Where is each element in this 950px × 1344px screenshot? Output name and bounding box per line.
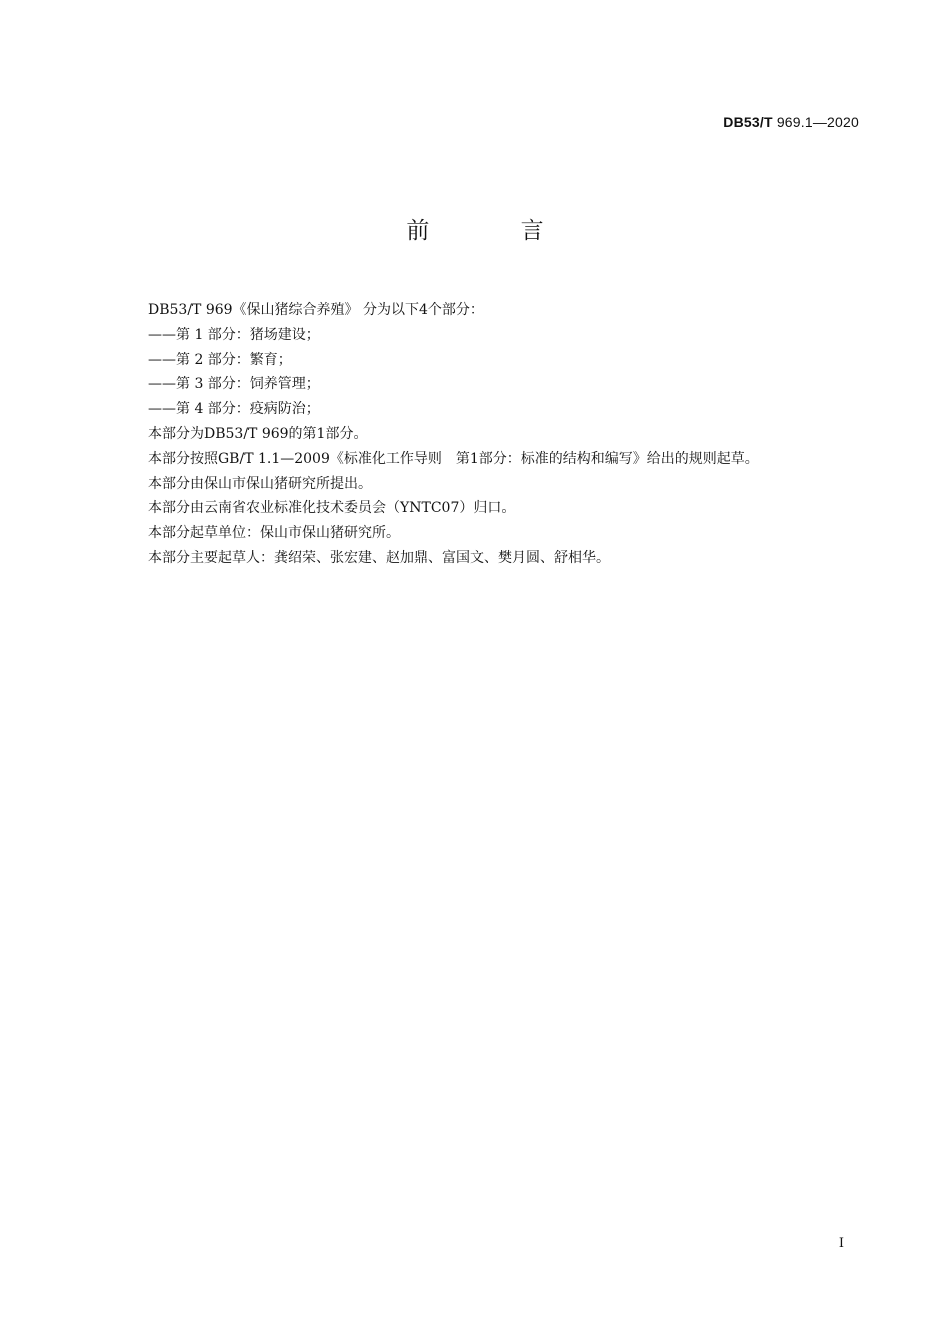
foreword-line-part-3: ——第 3 部分：饲养管理； bbox=[148, 376, 320, 393]
foreword-line-part-2: ——第 2 部分：繁育； bbox=[148, 351, 292, 368]
foreword-line-part-1: ——第 1 部分：猪场建设； bbox=[148, 326, 320, 343]
standard-code-prefix: DB53/T bbox=[723, 114, 773, 130]
foreword-line-centralized-by: 本部分由云南省农业标准化技术委员会（YNTC07）归口。 bbox=[148, 500, 516, 517]
foreword-line-proposed-by: 本部分由保山市保山猪研究所提出。 bbox=[148, 475, 372, 492]
standard-code bbox=[723, 114, 859, 130]
foreword-line-drafters: 本部分主要起草人：龚绍荣、张宏建、赵加鼎、富国文、樊月圆、舒相华。 bbox=[148, 549, 610, 566]
foreword-line-this-part: 本部分为DB53/T 969的第1部分。 bbox=[148, 425, 368, 442]
standard-code-number: 969.1—2020 bbox=[776, 114, 859, 130]
foreword-line-drafting-rules: 本部分按照GB/T 1.1—2009《标准化工作导则 第1部分：标准的结构和编写》给出的规则起草。 bbox=[148, 450, 759, 467]
foreword-line-parts-intro: DB53/T 969《保山猪综合养殖》 分为以下4个部分： bbox=[148, 302, 484, 318]
foreword-line-part-4: ——第 4 部分：疫病防治； bbox=[148, 401, 320, 418]
foreword-body bbox=[148, 298, 868, 571]
page-title: 前 言 bbox=[406, 218, 586, 244]
foreword-line-drafting-unit: 本部分起草单位：保山市保山猪研究所。 bbox=[148, 525, 400, 542]
page-number: I bbox=[838, 1236, 844, 1251]
